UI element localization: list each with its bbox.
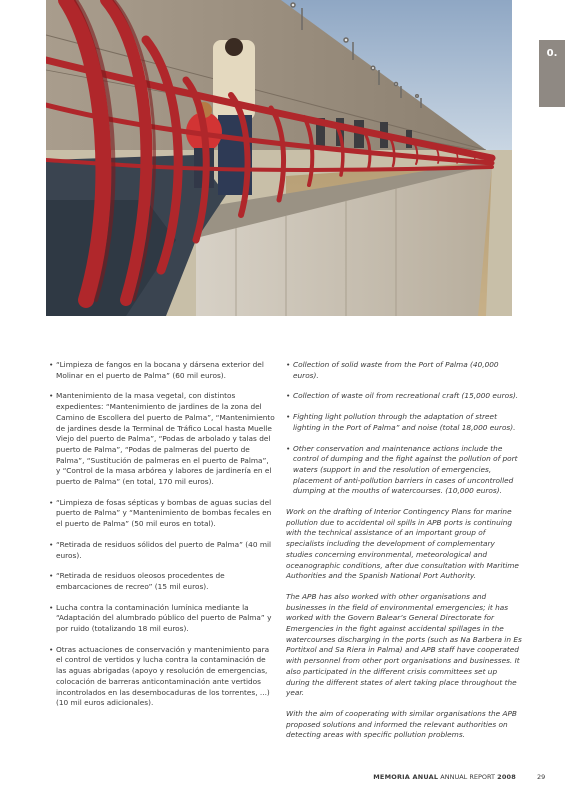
list-item: • Other conservation and maintenance actions include the control of dumping and the fight against the pollution of port waters (support in and the resolution of emergencies, placement of anti-pollution barriers in cases of uncontrolled dumping at the mouths of watercourses. (10,000 euros). [286,443,518,496]
list-item: • Lucha contra la contaminación lumínica mediante la “Adaptación del alumbrado público del puerto de Palma” y por ruido (totalizando 18 mil euros). [49,602,272,634]
bullet-icon: • [286,360,291,369]
bullet-icon: • [49,602,54,612]
bullet-icon: • [286,412,291,422]
body-paragraph: With the aim of cooperating with similar organisations the APB proposed solutions and informed the relevant authorities on detecting areas with specific pollution problems. [286,708,517,740]
english-column [286,360,522,751]
section-tab [539,40,565,107]
bullet-icon: • [286,391,291,401]
list-item: • Collection of solid waste from the Port of Palma (40,000 euros). [286,360,499,380]
list-item: • “Retirada de residuos oleosos procedentes de embarcaciones de recreo” (15 mil euros). [49,571,225,591]
list-item: • Collection of waste oil from recreational craft (15,000 euros). [286,391,519,401]
bullet-icon: • [286,443,291,453]
list-item: • “Limpieza de fosas sépticas y bombas de aguas sucias del puerto de Palma” y “Mantenimiento de bombas fecales en el puerto de Palma” (50 mil euros en total). [49,497,272,529]
body-paragraph: The APB has also worked with other organisations and businesses in the field of environmental emergencies; it has worked with the Govern Balear’s General Directorate for Emergencies in the fight against accidental spillages in the watercourses discharging in the ports (such as Na Barbera in Es Portitxol and Sa Riera in Palma) and APB staff have cooperated with personnel from other port organisations and businesses. It also participated in the different crisis committees set up during the different states of alert taking place throughout the year. [286,591,522,698]
page-number: 29 [537,773,546,781]
bullet-icon: • [49,644,54,654]
list-item: • “Retirada de residuos sólidos del puerto de Palma” (40 mil euros). [49,539,272,560]
breakwater-photo [46,0,512,316]
bullet-icon: • [49,391,54,401]
body-paragraph: Work on the drafting of Interior Contingency Plans for marine pollution due to accidental oil spills in APB ports is continuing with the technical assistance of an important group of specialists including the development of complementary studies concerning environmental, meteorological and oceanographic conditions, after due consultation with Maritime Authorities and the Spanish National Port Authority. [286,507,519,581]
list-item: • “Limpieza de fangos en la bocana y dársena exterior del Molinar en el puerto de Palma” (60 mil euros). [49,360,264,380]
bullet-icon: • [49,360,54,369]
list-item: • Mantenimiento de la masa vegetal, con distintos expedientes: “Mantenimiento de jardines de la zona del Camino de Escollera del puerto de Palma”, “Mantenimiento de jardines desde la Terminal de Tráfico Local hasta Muelle Viejo del puerto de Palma”, “Podas de arbolado y talas del puerto de Palma”, “Podas de palmeras del puerto de Palma”, “Sustitución de palmeras en el puerto de Palma”, y “Control de la masa arbórea y labores de jardinería en el puerto de Palma” (en total, 170 mil euros). [49,391,275,487]
list-item: • Fighting light pollution through the adaptation of street lighting in the Port of Palma” and noise (total 18,000 euros). [286,412,516,432]
spanish-column [49,360,275,719]
bullet-icon: • [49,571,54,581]
report-title: MEMORIA ANUAL ANNUAL REPORT 2008 [373,773,516,781]
bullet-icon: • [49,497,54,507]
list-item: • Otras actuaciones de conservación y mantenimiento para el control de vertidos y lucha contra la contaminación de las aguas abrigadas (apoyo y resolución de emergencias, colocación de barreras anticontaminación ante vertidos incontrolados en las desembocaduras de los torrentes, ...) (10 mil euros adicionales). [49,644,270,708]
bullet-icon: • [49,539,54,549]
section-number: 0. [546,48,558,59]
